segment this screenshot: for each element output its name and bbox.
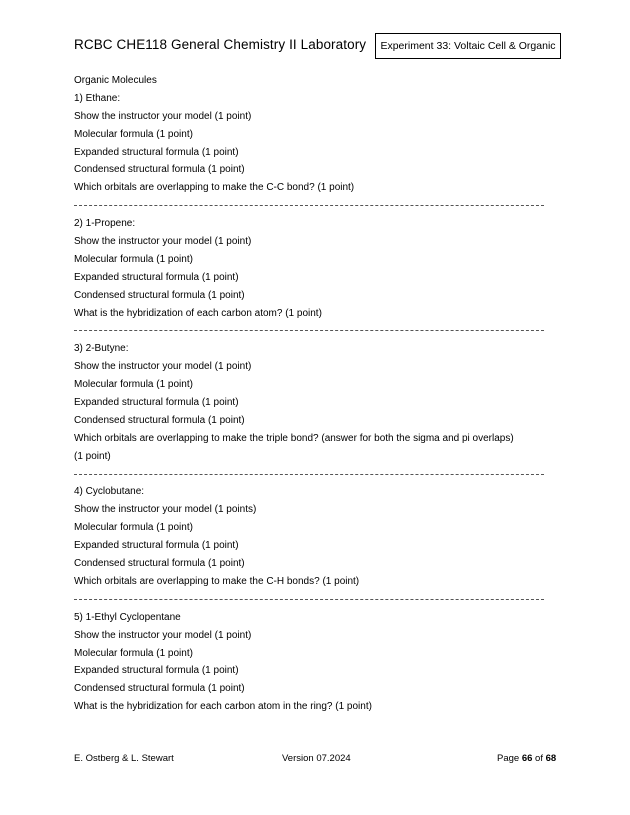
question-item: Molecular formula (1 point) xyxy=(74,128,193,140)
question-item: Expanded structural formula (1 point) xyxy=(74,146,239,158)
question-item: What is the hybridization of each carbon atom? (1 point) xyxy=(74,307,322,319)
question-item: Condensed structural formula (1 point) xyxy=(74,414,245,426)
question-item: Condensed structural formula (1 point) xyxy=(74,558,245,570)
molecule-heading: 3) 2-Butyne: xyxy=(74,343,129,355)
dashed-divider xyxy=(74,591,544,609)
worksheet-content xyxy=(74,72,544,716)
question-item: Molecular formula (1 point) xyxy=(74,253,193,265)
question-item: Show the instructor your model (1 point) xyxy=(74,236,252,248)
page-of: of xyxy=(532,753,546,764)
question-item: Which orbitals are overlapping to make the C-H bonds? (1 point) xyxy=(74,575,360,587)
question-item: Expanded structural formula (1 point) xyxy=(74,540,239,552)
question-item: Show the instructor your model (1 point) xyxy=(74,361,252,373)
molecule-block-ethyl-cyclopentane xyxy=(74,609,544,716)
question-item: Show the instructor your model (1 point) xyxy=(74,110,252,122)
molecule-block-butyne xyxy=(74,340,544,465)
dashed-divider xyxy=(74,466,544,484)
question-item: Which orbitals are overlapping to make the C-C bond? (1 point) xyxy=(74,182,355,194)
question-item: Molecular formula (1 point) xyxy=(74,379,193,391)
molecule-heading: 2) 1-Propene: xyxy=(74,218,136,230)
question-item: Condensed structural formula (1 point) xyxy=(74,683,245,695)
page-total: 68 xyxy=(545,753,557,764)
question-item: Condensed structural formula (1 point) xyxy=(74,289,245,301)
footer-authors: E. Ostberg & L. Stewart xyxy=(74,753,174,764)
question-item: Show the instructor your model (1 points) xyxy=(74,504,257,516)
experiment-label-box: Experiment 33: Voltaic Cell & Organic xyxy=(375,33,561,59)
question-item: Expanded structural formula (1 point) xyxy=(74,397,239,409)
footer-version: Version 07.2024 xyxy=(282,753,351,764)
molecule-block-ethane xyxy=(74,90,544,197)
question-item: Which orbitals are overlapping to make the triple bond? (answer for both the sigma and pi overlaps) xyxy=(74,432,514,444)
document-header-title: RCBC CHE118 General Chemistry II Laboratory xyxy=(74,37,367,52)
molecule-block-propene xyxy=(74,215,544,322)
molecule-block-cyclobutane xyxy=(74,483,544,590)
molecule-heading: 4) Cyclobutane: xyxy=(74,486,145,498)
question-item: Condensed structural formula (1 point) xyxy=(74,164,245,176)
question-item: What is the hybridization for each carbon atom in the ring? (1 point) xyxy=(74,701,372,713)
molecule-heading: 1) Ethane: xyxy=(74,92,121,104)
question-item: Show the instructor your model (1 point) xyxy=(74,629,252,641)
question-item: Molecular formula (1 point) xyxy=(74,647,193,659)
question-item: Expanded structural formula (1 point) xyxy=(74,665,239,677)
page-prefix: Page xyxy=(497,753,522,764)
question-item: (1 point) xyxy=(74,450,111,462)
dashed-divider xyxy=(74,322,544,340)
dashed-divider xyxy=(74,197,544,215)
question-item: Molecular formula (1 point) xyxy=(74,522,193,534)
footer-page-number xyxy=(497,753,556,764)
page-current: 66 xyxy=(521,753,533,764)
question-item: Expanded structural formula (1 point) xyxy=(74,271,239,283)
molecule-heading: 5) 1-Ethyl Cyclopentane xyxy=(74,611,181,623)
section-title: Organic Molecules xyxy=(74,75,157,86)
